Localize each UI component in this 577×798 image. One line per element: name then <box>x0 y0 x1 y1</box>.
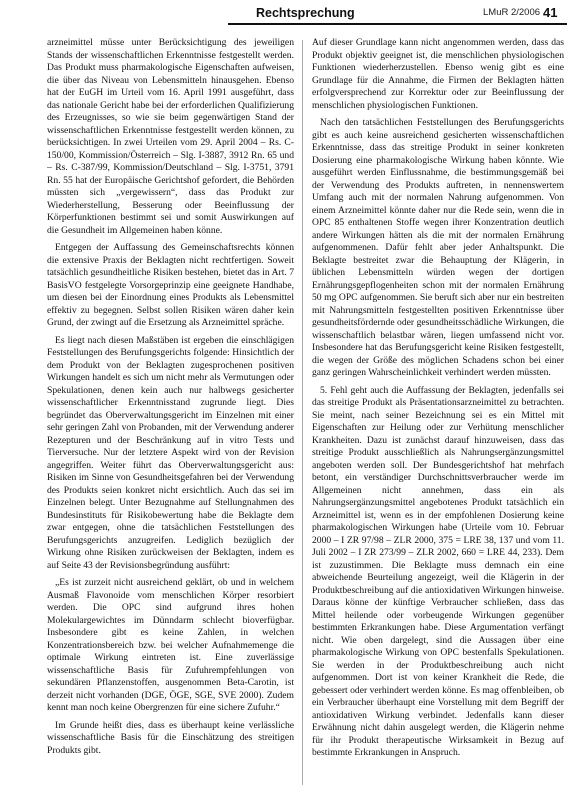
paragraph: Auf dieser Grundlage kann nicht angenommen werden, dass das Produkt objektiv geeignet ist, die menschlichen physiologischen Funktionen wiederherzustellen. Ebenso wenig gibt es eine Grundlage für die Annahme, die Firmen der Beklagten hätten erfolgversprechend zur Korrektur oder zur Beeinflussung der menschlichen physiologischen Funktionen. <box>312 37 564 111</box>
paragraph: Nach den tatsächlichen Feststellungen des Berufungsgerichts gibt es auch keine ausreichend gesicherten wissenschaftlichen Erkenntnisse, dass das streitige Produkt in seiner konkreten Dosierung eine pharmakologische Wirkung haben könnte. Wie ausgeführt werden Einflussnahme, die bestimmungsgemäß bei der Verwendung des Produkts auftreten, in nennenswertem Umfang auch mit der normalen Nahrung aufgenommen. Von einem Arzneimittel könnte daher nur die Rede sein, wenn die in OPC 85 enthaltenen Stoffe wegen ihrer Konzentration deutlich andere Wirkungen hätten als die mit der normalen Ernährung aufgenommenen. Dafür fehlt aber jeder Anhaltspunkt. Die Beklagte bestreitet zwar die Behauptung der Klägerin, in üblichen Lebensmitteln würden wegen der dortigen Ernährungsgepflogenheiten schon mit der normalen Ernährung 50 mg OPC aufgenommen. Sie beruft sich aber nur ein bestreiten mit Nahrungsmitteln festgestellten positiven Erkenntnisse über gesundheitsfördernde oder gesundheitsschädliche Wirkungen, die wissenschaftlich belastbar wären, liegen umfassend nicht vor. Insbesondere hat das Berufungsgericht keine Risiken festgestellt, die wegen der Größe des möglichen Schadens schon bei einer ganz geringen Wahrscheinlichkeit verhindert werden müssten. <box>312 117 564 378</box>
paragraph: 5. Fehl geht auch die Auffassung der Beklagten, jedenfalls sei das streitige Produkt als Präsentationsarzneimittel zu betrachten. Sie meint, nach seiner Bezeichnung sei es ein Mittel mit Eigenschaften zur Heilung oder zur Verhütung menschlicher Krankheiten. Dazu ist zunächst darauf hinzuweisen, dass das streitige Produkt ausschließlich als Nahrungsergänzungsmittel angeboten werden soll. Der Bundesgerichtshof hat mehrfach betont, ein verständiger Durchschnittsverbraucher werde im Allgemeinen nicht annehmen, dass ein als Nahrungsergänzungsmittel angebotenes Produkt tatsächlich ein Arzneimittel ist, wenn es in der empfohlenen Dosierung keine pharmakologischen Wirkungen habe (Urteile vom 10. Februar 2000 – I ZR 97/98 – ZLR 2000, 375 = LRE 38, 137 und vom 11. Juli 2002 – I ZR 273/99 – ZLR 2002, 660 = LRE 44, 233). Dem ist zuzustimmen. Die Beklagte muss demnach ein eine abweichende Beurteilung angezeigt, weil die Klägerin in der Produktbeschreibung auf die antioxidativen Wirkungen hinweise. Daraus könne der künftige Verbraucher schließen, dass das Mittel heilende oder vorbeugende Wirkungen gegenüber bestimmten Erkrankungen habe. Diese Argumentation verfängt nicht. Wie oben dargelegt, sind die Aussagen über eine pharmakologische Wirkung von OPC bestenfalls Spekulationen. Sie werden in der Produktbeschreibung auch nicht aufgenommen. Dort ist von keiner Krankheit die Rede, die gebessert oder verhindert werden könne. Es mag offenbleiben, ob ein Verbraucher überhaupt eine Vorstellung mit dem Begriff der antioxidativen Wirkung verbindet. Jedenfalls kann dieser Erwähnung nicht dahin ausgelegt werden, die Klägerin nehme für ihr Produkt therapeutische Wirksamkeit in Bezug auf bestimmte Erkrankungen in Anspruch. <box>312 384 564 758</box>
paragraph: Im Grunde heißt dies, dass es überhaupt keine verlässliche wissenschaftliche Basis für die Einschätzung des streitigen Produkts gibt. <box>47 719 294 756</box>
page-number: 41 <box>543 5 558 20</box>
section-title-underline <box>228 23 567 25</box>
quotation-paragraph: „Es ist zurzeit nicht ausreichend geklärt, ob und in welchem Ausmaß Flavonoide vom menschlichen Körper resorbiert werden. Die OPC sind aufgrund ihres hohen Molekulargewichtes im Dünndarm schlecht bioverfügbar. Insbesondere gibt es keine Zahlen, in welchen Konzentrationsbereich bzw. bei welcher Aufnahmemenge die optimale Wirkung eintreten ist. Eine zuverlässige wissenschaftliche Basis für Zufuhrempfehlungen von sekundären Pflanzenstoffen, ausgenommen Beta-Carotin, ist derzeit nicht vorhanden (DGE, ÖGE, SGE, SVE 2000). Zudem kennt man noch keine Obergrenzen für eine sichere Zufuhr.“ <box>47 577 294 713</box>
paragraph: arzneimittel müsse unter Berücksichtigung des jeweiligen Stands der wissenschaftlichen Erkenntnisse festgestellt werden. Das Produkt muss pharmakologische Eigenschaften aufweisen, die über das Niveau von Lebensmitteln hinausgehen. Ebenso hat der EuGH im Urteil vom 16. April 1991 ausgeführt, dass das nationale Gericht habe bei der erforderlichen Qualifizierung des Erzeugnisses, so wie sie beim gegenwärtigen Stand der wissenschaftlichen Erkenntnisse festgestellt werden können, zu berücksichtigen. In zwei Urteilen vom 29. April 2004 – Rs. C-150/00, Kommission/Österreich – Slg. I-3887, 3912 Rn. 65 und – Rs. C-387/99, Kommission/Deutschland – Slg. I-3751, 3791 Rn. 55 hat der Europäische Gerichtshof gefordert, die Behörden müssten sich „vergewissern“, dass das Produkt zur Wiederherstellung, Besserung oder Beeinflussung der Körperfunktionen bestimmt sei und somit Auswirkungen auf die Gesundheit im Allgemeinen haben könne. <box>47 37 294 236</box>
column-divider <box>302 40 303 785</box>
paragraph: Es liegt nach diesen Maßstäben ist ergeben die einschlägigen Feststellungen des Berufungsgerichts folgende: Hinsichtlich der dem Produkt von der Beklagten zugesprochenen positiven Wirkungen handelt es sich um nicht mehr als Vermutungen oder Spekulationen, denen kein auch nur halbwegs gesicherter wissenschaftlicher Erkenntnisstand zugrunde liegt. Dies begründet das Oberverwaltungsgericht im Einzelnen mit einer sehr geringen Zahl von Probanden, mit der Verwendung anderer Rezepturen und der Beschränkung auf in vitro Tests und Tierversuche. Nur der letztere Aspekt wird von der Revision angegriffen. Weiter führt das Oberverwaltungsgericht aus: Risiken im Sinne von Gesundheitsgefahren bei der Verwendung des Produkts seien konkret nicht ersichtlich. Auch das sei im Einzelnen belegt. Unter Bezugnahme auf Stellungnahmen des Bundesinstituts für Risikobewertung habe die Beklagte dem zwar entgegen, ohne die tatsächlichen Feststellungen des Berufungsgerichts anzugreifen. Lediglich bezüglich der Wirkung ohne Risiken zurückweisen der Beklagten, indem es auf Seite 43 der Revisionsbegründung ausführt: <box>47 334 294 571</box>
left-column <box>47 37 294 762</box>
page-header <box>0 0 577 26</box>
paragraph: Entgegen der Auffassung des Gemeinschaftsrechts können die extensive Praxis der Beklagten nicht rechtfertigen. Soweit tatsächlich gesundheitliche Risiken bestehen, bietet das in Art. 7 BasisVO festgelegte Vorsorgeprinzip eine geeignete Handhabe, um diesen bei der Einordnung eines Produkts als Lebensmittel effektiv zu begegnen. Selbst sollen Risiken wären daher kein Grund, der zwingt auf die Ersetzung als Arzneimittel spräche. <box>47 242 294 328</box>
journal-issue: LMuR 2/2006 <box>483 7 541 18</box>
right-column <box>312 37 564 765</box>
section-title: Rechtsprechung <box>256 6 355 20</box>
